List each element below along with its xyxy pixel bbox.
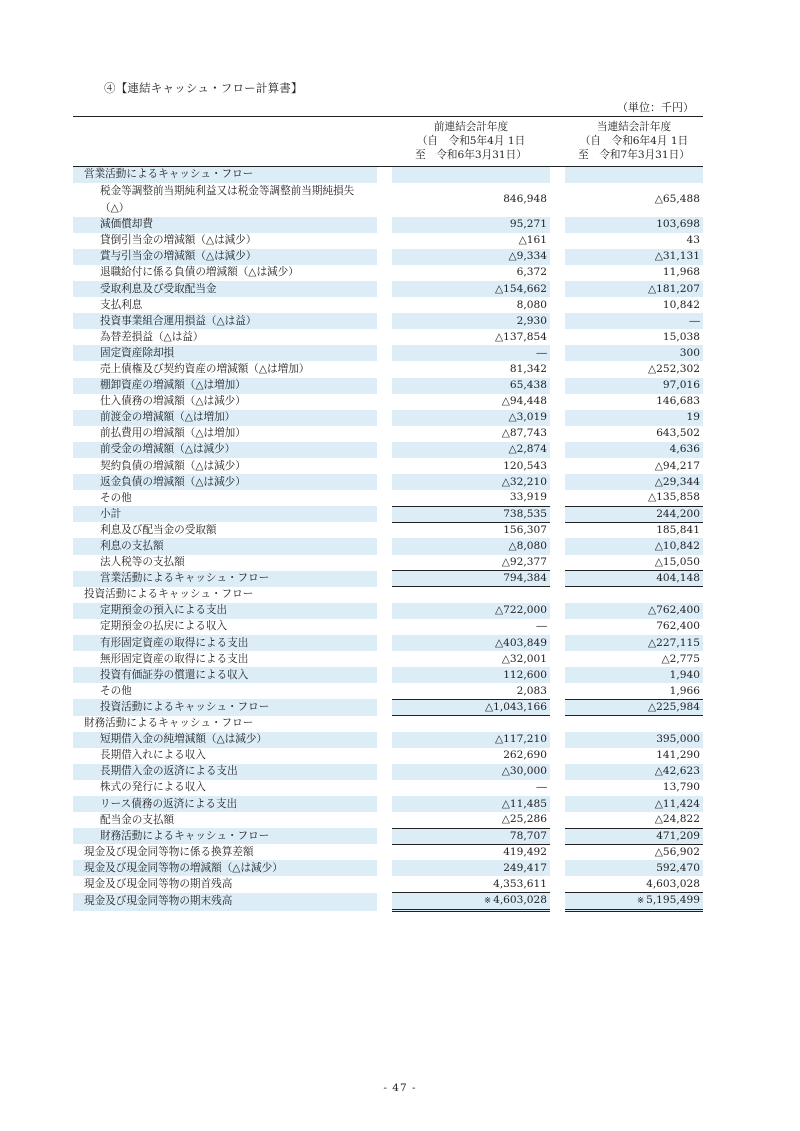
curr-period-value: [565, 893, 703, 911]
table-row: [73, 538, 703, 554]
row-label: 仕入債務の増減額（△は減少）: [100, 395, 246, 408]
column-gap: [550, 378, 565, 394]
table-row: [73, 249, 703, 265]
row-label: 支払利息: [100, 298, 143, 311]
column-gap: [377, 683, 392, 699]
table-row: [73, 796, 703, 812]
table-row: [73, 281, 703, 297]
value-text: 5,195,499: [646, 894, 700, 907]
prev-period-value: [392, 716, 550, 732]
table-row: [73, 265, 703, 281]
row-label: リース債務の返済による支出: [73, 796, 377, 812]
column-gap: [550, 233, 565, 249]
table-row: [73, 506, 703, 522]
row-label: 財務活動によるキャッシュ・フロー: [84, 717, 254, 730]
row-label: 現金及び現金同等物の増減額（△は減少）: [73, 860, 377, 876]
curr-period-value: 404,148: [565, 571, 703, 587]
table-row: [73, 812, 703, 828]
column-gap: [377, 345, 392, 361]
prev-period-value: [392, 587, 550, 603]
table-row: [73, 683, 703, 699]
table-row: [73, 313, 703, 329]
column-gap: [377, 893, 392, 911]
column-gap: [550, 893, 565, 911]
column-gap: [377, 796, 392, 812]
prev-period-value: △9,334: [392, 249, 550, 265]
prev-period-value: △92,377: [501, 555, 547, 568]
curr-period-value: 13,790: [662, 781, 700, 794]
column-gap: [377, 587, 392, 603]
column-gap: [550, 796, 565, 812]
column-gap: [550, 780, 565, 796]
column-gap: [377, 313, 392, 329]
curr-period-value: △227,115: [565, 635, 703, 651]
row-label: 法人税等の支払額: [100, 556, 185, 569]
row-label: 営業活動によるキャッシュ・フロー: [73, 167, 377, 183]
table-row: [73, 780, 703, 796]
curr-period-value: 300: [565, 345, 703, 361]
column-gap: [377, 538, 392, 554]
row-label: 退職給付に係る負債の増減額（△は減少）: [100, 266, 299, 279]
row-label: 減価償却費: [73, 217, 377, 233]
column-gap: [377, 265, 392, 281]
table-row: [73, 844, 703, 860]
column-gap: [550, 635, 565, 651]
column-gap: [550, 812, 565, 828]
table-row: [73, 828, 703, 844]
column-gap: [550, 313, 565, 329]
column-gap: [550, 265, 565, 281]
statement-title: ④【連結キャッシュ・フロー計算書】: [104, 81, 303, 95]
table-row: [73, 732, 703, 748]
column-gap: [550, 603, 565, 619]
column-gap: [550, 764, 565, 780]
column-gap: [377, 297, 392, 313]
curr-period-value: △181,207: [565, 281, 703, 297]
curr-period-value: 4,636: [565, 442, 703, 458]
table-row: [73, 893, 703, 911]
table-row: [73, 394, 703, 410]
column-gap: [550, 345, 565, 361]
prev-period-value: △722,000: [392, 603, 550, 619]
row-label: 有形固定資産の取得による支出: [73, 635, 377, 651]
row-label: 小計: [73, 506, 377, 522]
table-row: [73, 619, 703, 635]
curr-period-value: △762,400: [565, 603, 703, 619]
prev-period-value: △403,849: [392, 635, 550, 651]
column-gap: [377, 522, 392, 538]
table-row: [73, 699, 703, 715]
prev-period-value: △161: [518, 234, 547, 247]
column-gap: [550, 844, 565, 860]
curr-period-value: △15,050: [654, 555, 700, 568]
curr-period-value: 395,000: [565, 732, 703, 748]
prev-period-value: 794,384: [392, 571, 550, 587]
column-gap: [377, 828, 392, 844]
column-gap: [550, 651, 565, 667]
header-curr-period: [565, 117, 703, 167]
prev-period-value: 156,307: [503, 524, 547, 537]
table-row: [73, 603, 703, 619]
curr-period-value: 592,470: [565, 860, 703, 876]
prev-period-value: 120,543: [503, 459, 547, 472]
column-gap: [550, 394, 565, 410]
curr-period-value: △65,488: [654, 193, 700, 206]
note-mark: ※: [483, 896, 492, 907]
row-label: 現金及び現金同等物に係る換算差額: [84, 845, 254, 858]
curr-period-value: 244,200: [565, 506, 703, 522]
curr-period-value: ―: [565, 313, 703, 329]
prev-period-value: △154,662: [392, 281, 550, 297]
prev-period-value: 2,930: [392, 313, 550, 329]
column-gap: [377, 667, 392, 683]
column-gap: [377, 442, 392, 458]
column-gap: [550, 555, 565, 571]
column-gap: [550, 828, 565, 844]
column-gap: [377, 555, 392, 571]
prev-period-value: △137,854: [495, 330, 547, 343]
row-label: 為替差損益（△は益）: [100, 330, 204, 343]
table-row: [73, 571, 703, 587]
prev-period-value: 249,417: [392, 860, 550, 876]
row-label: 現金及び現金同等物の期末残高: [73, 893, 377, 911]
table-row: [73, 345, 703, 361]
column-gap: [377, 748, 392, 764]
prev-period-value: [392, 893, 550, 911]
prev-period-value: 2,083: [516, 684, 547, 697]
row-label: 返金負債の増減額（△は減少）: [73, 474, 377, 490]
row-label: その他: [100, 684, 132, 697]
column-gap: [377, 619, 392, 635]
curr-period-value: 15,038: [662, 330, 700, 343]
prev-period-value: △117,210: [392, 732, 550, 748]
prev-period-value: ―: [536, 781, 547, 794]
column-gap: [550, 506, 565, 522]
table-row: [73, 410, 703, 426]
column-gap: [550, 683, 565, 699]
header-curr-title: 当連結会計年度: [596, 121, 672, 133]
column-gap: [377, 571, 392, 587]
table-row: [73, 587, 703, 603]
prev-period-value: 33,919: [509, 491, 547, 504]
row-label: 前渡金の増減額（△は増加）: [73, 410, 377, 426]
column-gap: [377, 394, 392, 410]
row-label: 株式の発行による収入: [100, 781, 206, 794]
column-gap: [377, 474, 392, 490]
row-label: 前受金の増減額（△は減少）: [73, 442, 377, 458]
table-row: [73, 183, 703, 217]
column-gap: [550, 361, 565, 377]
table-row: [73, 651, 703, 667]
curr-period-value: 19: [565, 410, 703, 426]
column-gap: [550, 249, 565, 265]
curr-period-value: [565, 716, 703, 732]
row-label: 長期借入金の返済による支出: [73, 764, 377, 780]
prev-period-value: △1,043,166: [392, 699, 550, 715]
header-prev-to: 至 令和6年3月31日）: [415, 149, 527, 161]
curr-period-value: △225,984: [565, 699, 703, 715]
table-row: [73, 378, 703, 394]
column-gap: [550, 281, 565, 297]
row-label: 税金等調整前当期純利益又は税金等調整前当期純損失（△）: [100, 184, 355, 214]
table-row: [73, 876, 703, 892]
prev-period-value: 81,342: [509, 362, 547, 375]
curr-period-value: △2,775: [661, 652, 700, 665]
row-label: 貸倒引当金の増減額（△は減少）: [100, 234, 257, 247]
prev-period-value: 846,948: [503, 193, 547, 206]
column-gap: [377, 812, 392, 828]
prev-period-value: ―: [392, 345, 550, 361]
curr-period-value: 141,290: [656, 749, 700, 762]
column-gap: [377, 876, 392, 892]
table-row: [73, 860, 703, 876]
row-label: その他: [100, 491, 132, 504]
row-label: 投資活動によるキャッシュ・フロー: [73, 699, 377, 715]
column-gap: [550, 587, 565, 603]
row-label: 契約負債の増減額（△は減少）: [100, 459, 246, 472]
column-gap: [550, 571, 565, 587]
curr-period-value: [565, 587, 703, 603]
prev-period-value: 95,271: [392, 217, 550, 233]
column-gap: [377, 490, 392, 506]
unit-label: （単位：千円）: [617, 101, 694, 114]
row-label: 棚卸資産の増減額（△は増加）: [73, 378, 377, 394]
curr-period-value: △42,623: [565, 764, 703, 780]
prev-period-value: 8,080: [516, 298, 547, 311]
curr-period-value: [565, 167, 703, 183]
table-row: [73, 458, 703, 474]
column-gap: [550, 699, 565, 715]
prev-period-value: 738,535: [392, 506, 550, 522]
table-row: [73, 555, 703, 571]
row-label: 受取利息及び受取配当金: [73, 281, 377, 297]
table-row: [73, 635, 703, 651]
prev-period-value: 65,438: [392, 378, 550, 394]
header-curr-from: （自 令和6年4月 1日: [579, 135, 689, 147]
curr-period-value: 4,603,028: [646, 877, 700, 890]
row-label: 固定資産除却損: [73, 345, 377, 361]
column-gap: [377, 426, 392, 442]
table-row: [73, 716, 703, 732]
prev-period-value: △32,001: [501, 652, 547, 665]
column-gap: [377, 217, 392, 233]
note-mark: ※: [636, 896, 645, 907]
curr-period-value: 146,683: [656, 395, 700, 408]
table-row: [73, 361, 703, 377]
table-row: [73, 217, 703, 233]
column-gap: [550, 183, 565, 217]
table-row: [73, 522, 703, 538]
prev-period-value: △8,080: [392, 538, 550, 554]
row-label: 投資有価証券の償還による収入: [73, 667, 377, 683]
table-row: [73, 297, 703, 313]
column-gap: [550, 748, 565, 764]
row-label: 利息及び配当金の受取額: [100, 523, 217, 536]
column-gap: [550, 297, 565, 313]
curr-period-value: 11,968: [662, 266, 700, 279]
curr-period-value: 1,940: [565, 667, 703, 683]
column-gap: [377, 167, 392, 183]
column-gap: [377, 378, 392, 394]
table-row: [73, 474, 703, 490]
curr-period-value: △10,842: [565, 538, 703, 554]
column-gap: [377, 361, 392, 377]
row-label: 売上債権及び契約資産の増減額（△は増加）: [100, 362, 310, 375]
row-label: 利息の支払額: [73, 538, 377, 554]
column-gap: [550, 876, 565, 892]
row-label: 配当金の支払額: [100, 813, 175, 826]
table-row: [73, 490, 703, 506]
column-gap: [550, 522, 565, 538]
header-gap: [377, 117, 392, 167]
column-gap: [550, 667, 565, 683]
curr-period-value: 1,966: [669, 684, 700, 697]
header-curr-to: 至 令和7年3月31日）: [578, 149, 690, 161]
curr-period-value: 643,502: [656, 427, 700, 440]
column-gap: [550, 619, 565, 635]
table-row: [73, 442, 703, 458]
prev-period-value: △2,874: [392, 442, 550, 458]
column-gap: [377, 183, 392, 217]
column-gap: [377, 603, 392, 619]
curr-period-value: 471,209: [565, 828, 703, 844]
table-body: [73, 167, 703, 911]
column-gap: [377, 410, 392, 426]
table-row: [73, 764, 703, 780]
row-label: 営業活動によるキャッシュ・フロー: [73, 571, 377, 587]
column-gap: [377, 844, 392, 860]
column-gap: [377, 651, 392, 667]
column-gap: [550, 474, 565, 490]
column-gap: [550, 490, 565, 506]
curr-period-value: △56,902: [654, 846, 700, 859]
column-gap: [377, 249, 392, 265]
column-gap: [377, 780, 392, 796]
row-label: 無形固定資産の取得による支出: [100, 652, 249, 665]
prev-period-value: 419,492: [503, 846, 547, 859]
curr-period-value: 10,842: [662, 298, 700, 311]
column-gap: [377, 860, 392, 876]
column-gap: [377, 458, 392, 474]
column-gap: [377, 764, 392, 780]
column-gap: [550, 217, 565, 233]
curr-period-value: △11,424: [565, 796, 703, 812]
curr-period-value: △24,822: [654, 813, 700, 826]
prev-period-value: 4,353,611: [493, 877, 547, 890]
curr-period-value: 43: [686, 234, 700, 247]
curr-period-value: 103,698: [565, 217, 703, 233]
column-gap: [550, 410, 565, 426]
value-text: 4,603,028: [493, 894, 547, 907]
row-label: 投資事業組合運用損益（△は益）: [73, 313, 377, 329]
curr-period-value: △252,302: [648, 362, 700, 375]
page-number: - 47 -: [383, 1082, 417, 1094]
column-gap: [550, 442, 565, 458]
table-row: [73, 329, 703, 345]
curr-period-value: 97,016: [565, 378, 703, 394]
column-gap: [550, 732, 565, 748]
curr-period-value: 185,841: [656, 524, 700, 537]
prev-period-value: △30,000: [392, 764, 550, 780]
column-gap: [377, 635, 392, 651]
table-row: [73, 167, 703, 183]
table-row: [73, 667, 703, 683]
table-row: [73, 426, 703, 442]
column-gap: [550, 167, 565, 183]
header-prev-title: 前連結会計年度: [433, 121, 509, 133]
prev-period-value: △87,743: [501, 427, 547, 440]
prev-period-value: △3,019: [392, 410, 550, 426]
row-label: 前払費用の増減額（△は増加）: [100, 427, 246, 440]
row-label: 定期預金の預入による支出: [73, 603, 377, 619]
prev-period-value: △94,448: [501, 395, 547, 408]
curr-period-value: △31,131: [565, 249, 703, 265]
column-gap: [377, 716, 392, 732]
prev-period-value: 112,600: [392, 667, 550, 683]
row-label: 財務活動によるキャッシュ・フロー: [73, 828, 377, 844]
column-gap: [377, 699, 392, 715]
prev-period-value: [392, 167, 550, 183]
curr-period-value: △135,858: [648, 491, 700, 504]
column-gap: [377, 233, 392, 249]
table-row: [73, 233, 703, 249]
row-label: 長期借入れによる収入: [100, 749, 206, 762]
cash-flow-table: [73, 116, 703, 912]
prev-period-value: ―: [536, 620, 547, 633]
row-label: 定期預金の払戻による収入: [100, 620, 228, 633]
header-label-cell: [73, 117, 377, 167]
column-gap: [377, 506, 392, 522]
prev-period-value: △32,210: [392, 474, 550, 490]
row-label: 短期借入金の純増減額（△は減少）: [73, 732, 377, 748]
table-header: [73, 117, 703, 167]
column-gap: [377, 732, 392, 748]
prev-period-value: 262,690: [503, 749, 547, 762]
column-gap: [550, 426, 565, 442]
row-label: 現金及び現金同等物の期首残高: [84, 877, 233, 890]
table-row: [73, 748, 703, 764]
prev-period-value: △11,485: [392, 796, 550, 812]
prev-period-value: 6,372: [516, 266, 547, 279]
row-label: 投資活動によるキャッシュ・フロー: [84, 588, 254, 601]
curr-period-value: 762,400: [656, 620, 700, 633]
header-gap: [550, 117, 565, 167]
header-prev-period: [392, 117, 550, 167]
column-gap: [550, 860, 565, 876]
header-prev-from: （自 令和5年4月 1日: [416, 135, 526, 147]
curr-period-value: △94,217: [654, 459, 700, 472]
column-gap: [377, 329, 392, 345]
prev-period-value: △25,286: [501, 813, 547, 826]
column-gap: [550, 538, 565, 554]
column-gap: [550, 329, 565, 345]
column-gap: [550, 458, 565, 474]
column-gap: [377, 281, 392, 297]
prev-period-value: 78,707: [392, 828, 550, 844]
curr-period-value: △29,344: [565, 474, 703, 490]
column-gap: [550, 716, 565, 732]
row-label: 賞与引当金の増減額（△は減少）: [73, 249, 377, 265]
